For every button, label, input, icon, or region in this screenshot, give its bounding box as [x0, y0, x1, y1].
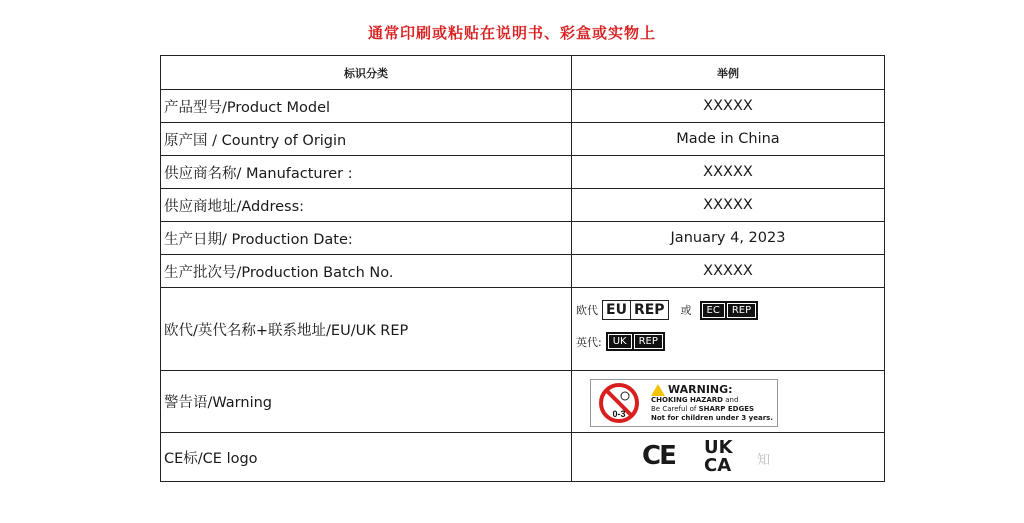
table-row: [161, 189, 885, 222]
choking-hazard-label: 0-3 WARNING: CHOKING HAZARD and Be Careful of SHARP EDGES Not for children under 3 years.: [590, 379, 778, 427]
row-example: XXXXX: [572, 189, 885, 222]
watermark-text: 知: [757, 453, 773, 468]
eu-text: EU: [606, 302, 627, 318]
table-row: [161, 90, 885, 123]
ukca-mark-icon: UK CA: [704, 437, 733, 476]
table-row: [161, 255, 885, 288]
table-row-ce: [161, 433, 885, 482]
table-row-warning: [161, 371, 885, 433]
warning-title: WARNING:: [651, 384, 773, 396]
table-row: [161, 123, 885, 156]
eu-rep-label: 欧代: [576, 304, 598, 317]
uk-rep-label: 英代:: [576, 335, 602, 349]
eu-rep-symbol: [602, 300, 669, 320]
row-example: XXXXX: [572, 90, 885, 123]
table-row: [161, 156, 885, 189]
row-category: 欧代/英代名称+联系地址/EU/UK REP: [161, 288, 572, 371]
uk-rep-line: [576, 332, 665, 351]
row-category: 供应商名称/ Manufacturer :: [161, 156, 572, 189]
document-heading: 通常印刷或粘贴在说明书、彩盒或实物上: [367, 24, 656, 42]
rep-text: REP: [630, 301, 668, 319]
header-category: 标识分类: [161, 56, 572, 90]
row-example: January 4, 2023: [572, 222, 885, 255]
row-category: 产品型号/Product Model: [161, 90, 572, 123]
uk-rep-symbol: [606, 332, 665, 351]
warning-label-cell: [572, 371, 885, 433]
row-category: 警告语/Warning: [161, 371, 572, 433]
table-row-rep: [161, 288, 885, 371]
rep-text: REP: [727, 303, 756, 318]
row-example: XXXXX: [572, 255, 885, 288]
ce-mark-icon: CE: [642, 441, 675, 471]
warning-triangle-icon: [651, 384, 665, 396]
row-category: 供应商地址/Address:: [161, 189, 572, 222]
or-text: 或: [680, 304, 692, 317]
no-small-parts-icon: [591, 381, 647, 425]
row-category: 生产日期/ Production Date:: [161, 222, 572, 255]
row-example: Made in China: [572, 123, 885, 156]
table-header-row: [161, 56, 885, 90]
rep-text: REP: [634, 334, 663, 349]
ec-text: EC: [702, 303, 725, 318]
row-category: 生产批次号/Production Batch No.: [161, 255, 572, 288]
row-example: XXXXX: [572, 156, 885, 189]
eu-rep-line: [576, 300, 758, 320]
ec-rep-symbol: [700, 301, 759, 320]
ce-logo-cell: [572, 433, 885, 482]
label-spec-table: [160, 55, 885, 482]
row-category: CE标/CE logo: [161, 433, 572, 482]
uk-text: UK: [608, 334, 632, 349]
rep-symbols: [572, 288, 885, 371]
header-example: 举例: [572, 56, 885, 90]
table-row: [161, 222, 885, 255]
age-text: 0-3: [612, 409, 626, 419]
row-category: 原产国 / Country of Origin: [161, 123, 572, 156]
